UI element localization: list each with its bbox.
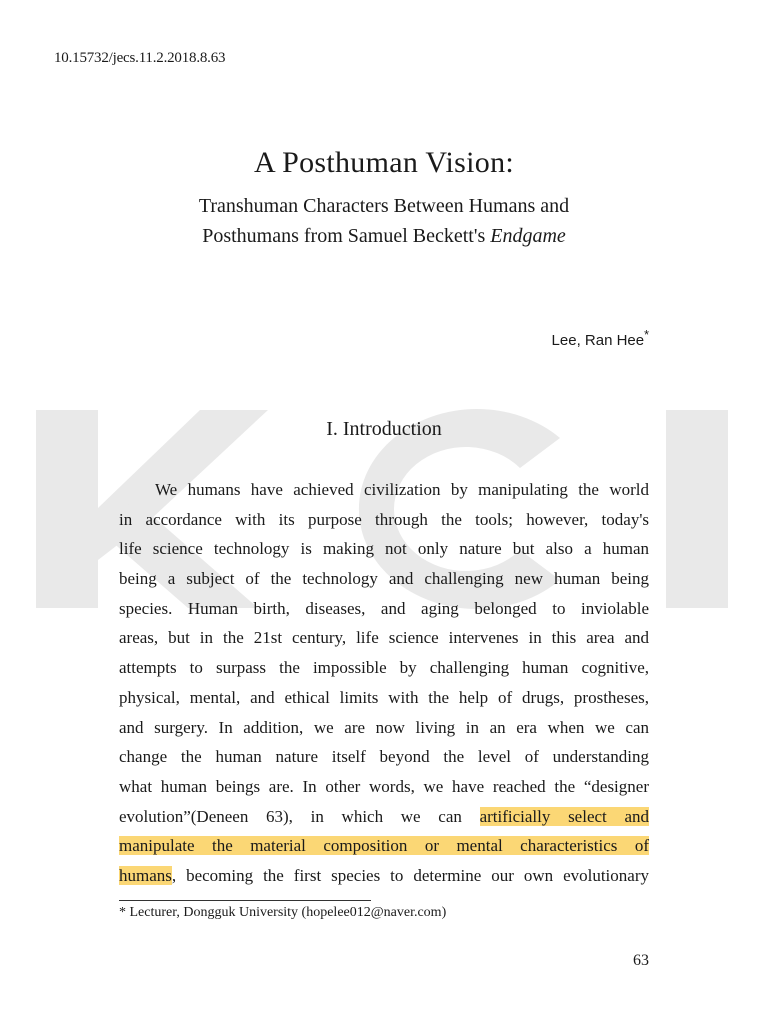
line-text: evolution”(Deneen 63), in which we can	[119, 806, 480, 826]
section-heading: I. Introduction	[326, 418, 442, 440]
paper-subtitle	[0, 191, 768, 251]
paragraph-line: in accordance with its purpose through the tools; however, today's	[119, 509, 649, 529]
highlighted-text: manipulate the material composition or mental characteristics of	[119, 836, 649, 856]
subtitle-work-title: Endgame	[490, 225, 566, 247]
paragraph-line: physical, mental, and ethical limits with the help of drugs, prostheses,	[119, 687, 649, 707]
subtitle-line-2-text: Posthumans from Samuel Beckett's	[202, 225, 491, 247]
paragraph-line	[119, 802, 649, 832]
paper-title: A Posthuman Vision:	[253, 146, 515, 179]
highlighted-text: humans	[119, 865, 172, 885]
body-paragraph	[119, 475, 649, 891]
paragraph-line: being a subject of the technology and challenging new human being	[119, 569, 649, 589]
subtitle-line-2	[0, 221, 768, 251]
paragraph-line: change the human nature itself beyond the level of understanding	[119, 747, 649, 767]
footnote-divider	[119, 900, 371, 901]
line-text: , becoming the first species to determine our own evolutionary	[171, 865, 649, 885]
paragraph-line: what human beings are. In other words, we have reached the “designer	[119, 776, 649, 796]
doi-identifier: 10.15732/jecs.11.2.2018.8.63	[54, 50, 226, 66]
paragraph-line: species. Human birth, diseases, and aging belonged to inviolable	[119, 598, 649, 618]
paragraph-line: We humans have achieved civilization by manipulating the world	[155, 480, 649, 499]
author-name: Lee, Ran Hee	[551, 332, 645, 349]
author-footnote-mark: *	[644, 328, 649, 342]
page-number: 63	[633, 952, 649, 969]
paragraph-line	[119, 861, 649, 891]
paragraph-line: areas, but in the 21st century, life science intervenes in this area and	[119, 628, 649, 648]
author-byline	[552, 328, 649, 349]
subtitle-line-1: Transhuman Characters Between Humans and	[198, 195, 570, 217]
paragraph-line: attempts to surpass the impossible by challenging human cognitive,	[119, 658, 649, 678]
paragraph-line: life science technology is making not only nature but also a human	[119, 539, 649, 559]
paragraph-line	[119, 831, 649, 861]
paragraph-line: and surgery. In addition, we are now living in an era when we can	[119, 717, 649, 737]
footnote: * Lecturer, Dongguk University (hopelee012@naver.com)	[119, 905, 447, 920]
highlighted-text: artificially select and	[479, 806, 649, 826]
